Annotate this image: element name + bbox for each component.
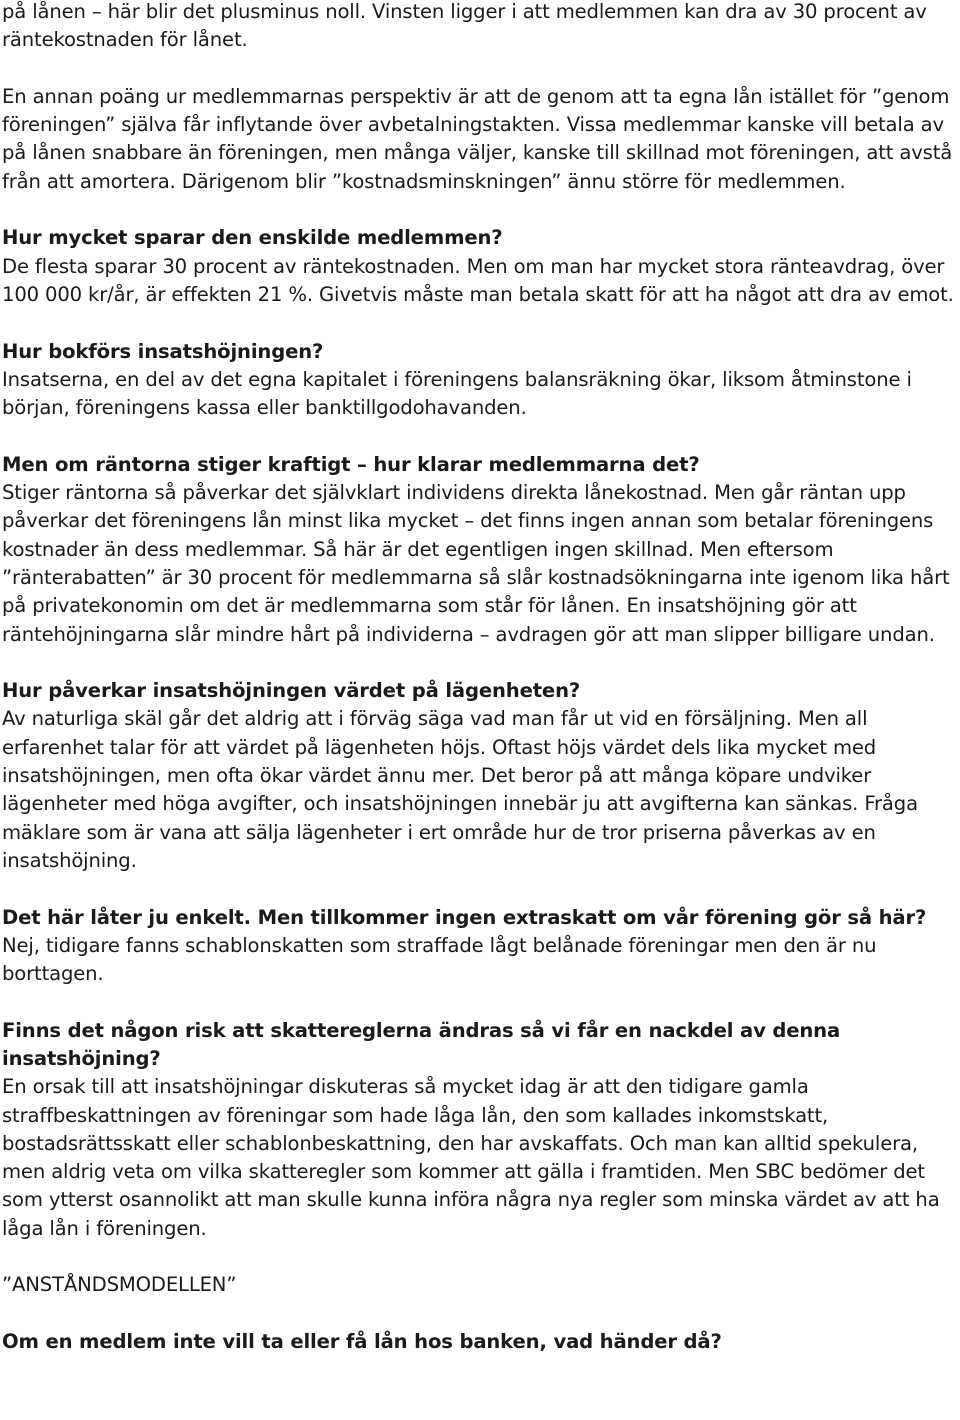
section-body: Stiger räntorna så påverkar det självklart individens direkta lånekostnad. Men går räntan upp påverkar det föreningens lån minst lika mycket – det finns ingen annan som betalar föreningens kostnader än dess medlemmar. Så här är det egentligen ingen skillnad. Men eftersom ”ränterabatten” är 30 procent för medlemmarna så slår kostnadsökningarna inte igenom lika hårt på privatekonomin om det är medlemmarna som står för lånen. En insatshöjning gör att räntehöjningarna slår mindre hårt på individerna – avdragen gör att man slipper billigare undan. [2,481,950,646]
final-heading: Om en medlem inte vill ta eller få lån hos banken, vad händer då? [2,1329,722,1353]
section-tax-rules-risk [2,1017,958,1243]
section-interest-rise [2,451,958,649]
section-apartment-value [2,677,958,875]
section-savings [2,224,958,309]
section-body: Insatserna, en del av det egna kapitalet i föreningens balansräkning ökar, liksom åtminstone i början, föreningens kassa eller banktillgodohavanden. [2,367,912,420]
paragraph-perspective: En annan poäng ur medlemmarnas perspektiv är att de genom att ta egna lån istället för ”genom föreningen” själva får inflytande över avbetalningstakten. Vissa medlemmar kanske vill betala av på lånen snabbare än föreningen, men många väljer, kanske till skillnad mot föreningen, att avstå från att amortera. Därigenom blir ”kostnadsminskningen” ännu större för medlemmen. [2,84,953,193]
section-body: En orsak till att insatshöjningar diskuteras så mycket idag är att den tidigare gamla straffbeskattningen av föreningar som hade låga lån, den som kallades inkomstskatt, bostadsrättsskatt eller schablonbeskattning, den har avskaffats. Och man kan alltid spekulera, men aldrig veta om vilka skatteregler som kommer att gälla i framtiden. Men SBC bedömer det som ytterst osannolikt att man skulle kunna införa några nya regler som minska värdet av att ha låga lån i föreningen. [2,1075,940,1240]
document-page [2,0,958,1356]
model-title: ”ANSTÅNDSMODELLEN” [2,1273,237,1297]
section-heading: Men om räntorna stiger kraftigt – hur klarar medlemmarna det? [2,452,700,476]
section-heading: Hur mycket sparar den enskilde medlemmen? [2,226,503,250]
section-extra-tax [2,904,958,989]
section-heading: Det här låter ju enkelt. Men tillkommer ingen extraskatt om vår förening gör så här? [2,905,927,929]
section-body: Nej, tidigare fanns schablonskatten som straffade lågt belånade föreningar men den är nu borttagen. [2,933,877,986]
section-heading: Hur påverkar insatshöjningen värdet på lägenheten? [2,679,581,703]
section-heading: Finns det någon risk att skattereglerna ändras så vi får en nackdel av denna insatshöjning? [2,1018,841,1070]
section-heading: Hur bokförs insatshöjningen? [2,339,324,363]
section-bookkeeping [2,338,958,423]
section-body: Av naturliga skäl går det aldrig att i förväg säga vad man får ut vid en försäljning. Men all erfarenhet talar för att värdet på lägenheten höjs. Oftast höjs värdet dels lika mycket med insatshöjningen, men ofta ökar värdet ännu mer. Det beror på att många köpare undviker lägenheter med höga avgifter, och insatshöjningen innebär ju att avgifterna kan sänkas. Fråga mäklare som är vana att sälja lägenheter i ert område hur de tror priserna påverkas av en insatshöjning. [2,707,918,872]
paragraph-intro-end: på lånen – här blir det plusminus noll. Vinsten ligger i att medlemmen kan dra av 30 procent av räntekostnaden för lånet. [2,0,927,52]
section-body: De flesta sparar 30 procent av räntekostnaden. Men om man har mycket stora ränteavdrag, över 100 000 kr/år, är effekten 21 %. Givetvis måste man betala skatt för att ha något att dra av emot. [2,254,954,306]
